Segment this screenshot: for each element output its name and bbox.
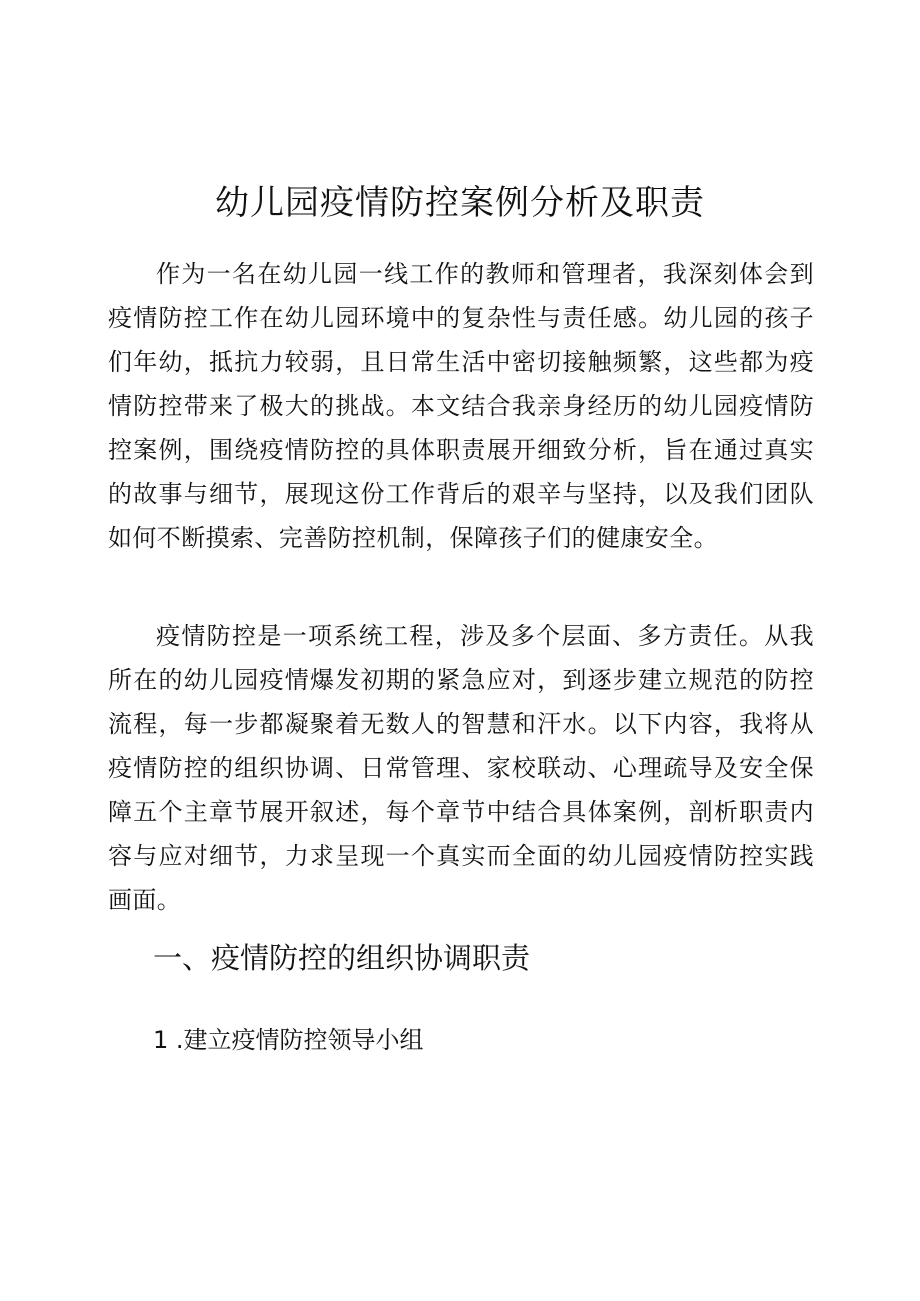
overview-paragraph: 疫情防控是一项系统工程，涉及多个层面、多方责任。从我所在的幼儿园疫情爆发初期的紧急应对，到逐步建立规范的防控流程，每一步都凝聚着无数人的智慧和汗水。以下内容，我将从疫情防控的组织协调、日常管理、家校联动、心理疏导及安全保障五个主章节展开叙述，每个章节中结合具体案例，剖析职责内容与应对细节，力求呈现一个真实而全面的幼儿园疫情防控实践画面。 bbox=[108, 622, 814, 914]
document-title: 幼儿园疫情防控案例分析及职责 bbox=[215, 183, 705, 223]
subsection-heading: 1 .建立疫情防控领导小组 bbox=[153, 1026, 424, 1054]
intro-paragraph: 作为一名在幼儿园一线工作的教师和管理者，我深刻体会到疫情防控工作在幼儿园环境中的复杂性与责任感。幼儿园的孩子们年幼，抵抗力较弱，且日常生活中密切接触频繁，这些都为疫情防控带来了极大的挑战。本文结合我亲身经历的幼儿园疫情防控案例，围绕疫情防控的具体职责展开细致分析，旨在通过真实的故事与细节，展现这份工作背后的艰辛与坚持，以及我们团队如何不断摸索、完善防控机制，保障孩子们的健康安全。 bbox=[108, 260, 814, 552]
section-heading: 一、疫情防控的组织协调职责 bbox=[153, 941, 531, 975]
